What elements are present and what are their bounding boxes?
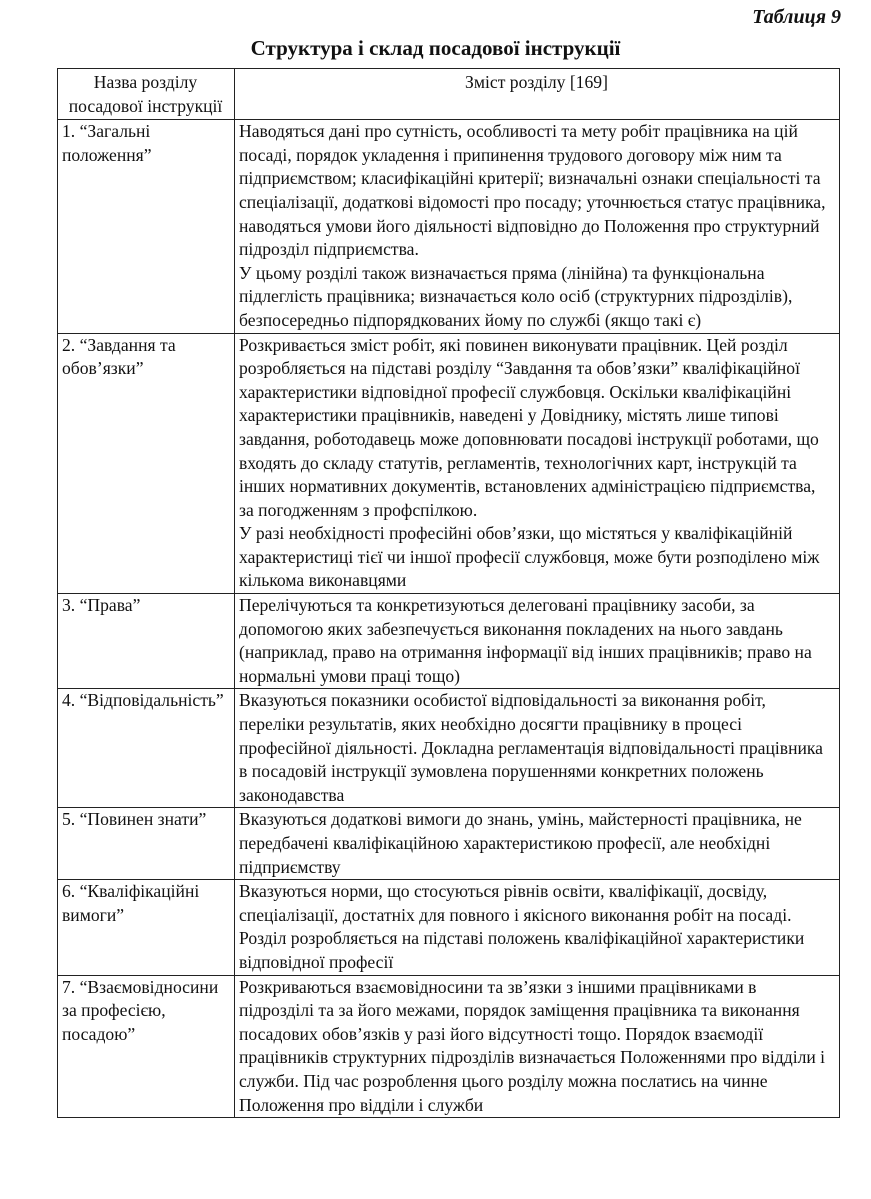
table-row xyxy=(58,333,840,594)
content-paragraph: Вказуються додаткові вимоги до знань, умінь, майстерності працівника, не передбачені кваліфікаційною характеристикою професії, але необхідні підприємству xyxy=(239,809,802,877)
section-name-cell: 7. “Взаємовідносини за професією, посадою” xyxy=(58,975,235,1118)
content-paragraph: У разі необхідності професійні обов’язки, що містяться у кваліфікаційній характеристиці тієї чи іншої професії службовця, може бути розподілено між кількома виконавцями xyxy=(239,523,820,591)
table-row xyxy=(58,689,840,808)
table-row xyxy=(58,808,840,880)
section-name-cell: 3. “Права” xyxy=(58,594,235,689)
section-content-cell xyxy=(235,120,840,333)
column-header-section-name: Назва розділу посадової інструкції xyxy=(58,69,235,120)
section-content-cell xyxy=(235,880,840,975)
content-paragraph: Розкриваються взаємовідносини та зв’язки з іншими працівниками в підрозділі та за його межами, порядок заміщення працівника та виконання посадових обов’язків у разі його відсутності тощо. Порядок взаємодії працівників структурних підрозділів визначається Положеннями про відділи і служби. Під час розроблення цього розділу можна послатись на чинне Положення про відділи і служби xyxy=(239,976,826,1115)
section-content-cell xyxy=(235,975,840,1118)
section-content-cell xyxy=(235,333,840,594)
section-name-cell: 1. “Загальні положення” xyxy=(58,120,235,333)
content-paragraph: У цьому розділі також визначається пряма (лінійна) та функціональна підлеглість працівника; визначається коло осіб (структурних підрозділів), безпосередньо підпорядкованих йому по службі (якщо такі є) xyxy=(239,262,793,330)
table-row xyxy=(58,880,840,975)
content-paragraph: Перелічуються та конкретизуються делеговані працівнику засоби, за допомогою яких забезпечується виконання покладених на нього завдань (наприклад, право на отримання інформації від інших працівників; право на нормальні умови праці тощо) xyxy=(239,595,812,686)
section-content-cell xyxy=(235,594,840,689)
table-row xyxy=(58,975,840,1118)
content-paragraph: Розкривається зміст робіт, які повинен виконувати працівник. Цей розділ розробляється на підставі розділу “Завдання та обов’язки” кваліфікаційної характеристики відповідної професії службовця. Оскільки кваліфікаційні характеристики працівників, наведені у Довіднику, містять лише типові завдання, роботодавець може доповнювати посадові інструкції роботами, що входять до складу статутів, регламентів, технологічних карт, інструкцій та інших нормативних документів, встановлених адміністрацією підприємства, за погодженням з профспілкою. xyxy=(239,334,819,520)
table-title: Структура і склад посадової інструкції xyxy=(250,36,621,60)
content-paragraph: Вказуються норми, що стосуються рівнів освіти, кваліфікації, досвіду, спеціалізації, достатніх для повного і якісного виконання робіт на посаді. Розділ розробляється на підставі положень кваліфікаційної характеристики відповідної професії xyxy=(239,881,805,972)
table-row xyxy=(58,594,840,689)
column-header-section-content: Зміст розділу [169] xyxy=(235,69,840,120)
section-content-cell xyxy=(235,808,840,880)
section-name-cell: 6. “Кваліфікаційні вимоги” xyxy=(58,880,235,975)
content-paragraph: Наводяться дані про сутність, особливості та мету робіт працівника на цій посаді, порядок укладення і припинення трудового договору між ним та підприємством; класифікаційні критерії; визначальні ознаки спеціальності та спеціалізації, додаткові відомості про посаду; уточнюється статус працівника, наводяться умови його діяльності відповідно до Положення про структурний підрозділ підприємства. xyxy=(239,121,826,260)
section-name-cell: 2. “Завдання та обов’язки” xyxy=(58,333,235,594)
table-row xyxy=(58,120,840,333)
table-number: Таблиця 9 xyxy=(752,6,841,28)
content-paragraph: Вказуються показники особистої відповідальності за виконання робіт, переліки результатів, яких необхідно досягти працівнику в процесі професійної діяльності. Докладна регламентація відповідальності працівника в посадовій інструкції зумовлена порушеннями конкретних положень законодавства xyxy=(239,690,823,805)
instruction-structure-table xyxy=(57,68,840,1118)
section-name-cell: 5. “Повинен знати” xyxy=(58,808,235,880)
section-content-cell xyxy=(235,689,840,808)
table-header-row xyxy=(58,69,840,120)
section-name-cell: 4. “Відповідальність” xyxy=(58,689,235,808)
